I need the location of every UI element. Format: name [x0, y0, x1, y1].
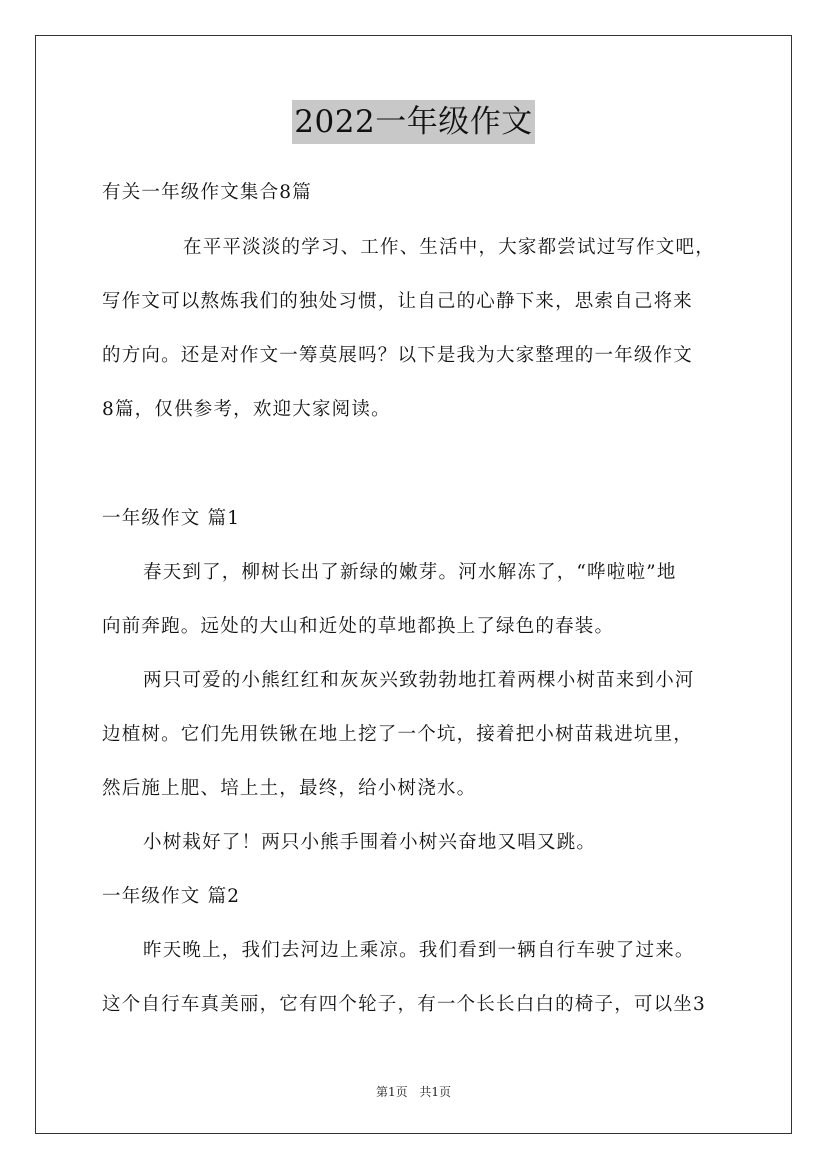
paragraph-line: 两只可爱的小熊红红和灰灰兴致勃勃地扛着两棵小树苗来到小河	[143, 670, 695, 691]
document-title-wrap	[0, 100, 827, 144]
intro-line: 写作文可以熬炼我们的独处习惯，让自己的心静下来，思索自己将来	[102, 291, 694, 312]
paragraph-line: 春天到了，柳树长出了新绿的嫩芽。河水解冻了，“哗啦啦”地	[143, 562, 677, 583]
intro-line: 8篇，仅供参考，欢迎大家阅读。	[102, 399, 391, 420]
paragraph-line: 小树栽好了！两只小熊手围着小树兴奋地又唱又跳。	[143, 832, 597, 853]
paragraph-line: 然后施上肥、培上土，最终，给小树浇水。	[102, 778, 477, 799]
paragraph-line: 向前奔跑。远处的大山和近处的草地都换上了绿色的春装。	[102, 616, 615, 637]
document-subtitle: 有关一年级作文集合8篇	[102, 182, 312, 203]
paragraph-line: 昨天晚上，我们去河边上乘凉。我们看到一辆自行车驶了过来。	[143, 940, 695, 961]
page-number: 第1页	[375, 1085, 408, 1099]
page-footer	[0, 1083, 827, 1101]
paragraph-line: 边植树。它们先用铁锹在地上挖了一个坑，接着把小树苗栽进坑里，	[102, 724, 694, 745]
section-heading: 一年级作文 篇1	[102, 508, 241, 529]
document-title: 2022一年级作文	[292, 100, 534, 144]
paragraph-line: 这个自行车真美丽，它有四个轮子，有一个长长白白的椅子，可以坐3	[102, 994, 706, 1015]
page-total: 共1页	[419, 1085, 452, 1099]
intro-line: 在平平淡淡的学习、工作、生活中，大家都尝试过写作文吧，	[183, 237, 715, 258]
intro-line: 的方向。还是对作文一筹莫展吗？以下是我为大家整理的一年级作文	[102, 345, 694, 366]
section-heading: 一年级作文 篇2	[102, 886, 241, 907]
